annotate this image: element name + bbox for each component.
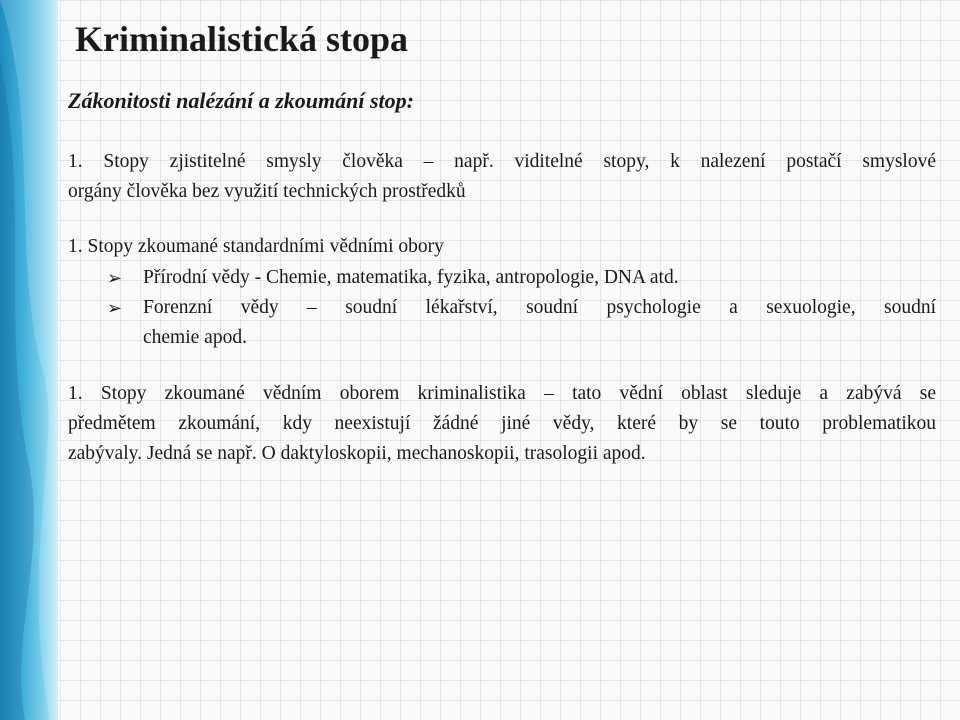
arrowhead-bullet-icon: ➢ <box>107 268 123 288</box>
subtitle: Zákonitosti nalézání a zkoumání stop: <box>68 88 414 113</box>
bullet-text: Přírodní vědy - Chemie, matematika, fyzika, antropologie, DNA atd. <box>143 267 679 288</box>
bullet-item <box>107 294 936 322</box>
bullet-text: Forenzní vědy – soudní lékařství, soudní psychologie a sexuologie, soudní <box>143 297 936 318</box>
point3-line2: předmětem zkoumání, kdy neexistují žádné jiné vědy, které by se touto problematikou <box>68 413 936 434</box>
bullet-text: chemie apod. <box>143 327 247 348</box>
point2-heading: 1. Stopy zkoumané standardními vědními obory <box>68 236 444 257</box>
bullet-continuation <box>107 324 936 352</box>
band-wave-decoration <box>0 0 58 720</box>
point1-line1: 1. Stopy zjistitelné smysly člověka – např. viditelné stopy, k nalezení postačí smyslové <box>68 151 936 172</box>
slide-title: Kriminalistická stopa <box>75 19 409 59</box>
point1-line2: orgány člověka bez využití technických prostředků <box>68 181 466 202</box>
bullet-item <box>107 264 936 292</box>
point3-line3: zabývaly. Jedná se např. O daktyloskopii, mechanoskopii, trasologii apod. <box>68 443 646 464</box>
decorative-side-band <box>0 0 58 720</box>
point3-line1: 1. Stopy zkoumané vědním oborem kriminalistika – tato vědní oblast sleduje a zabývá se <box>68 383 936 404</box>
arrowhead-bullet-icon: ➢ <box>107 298 123 318</box>
